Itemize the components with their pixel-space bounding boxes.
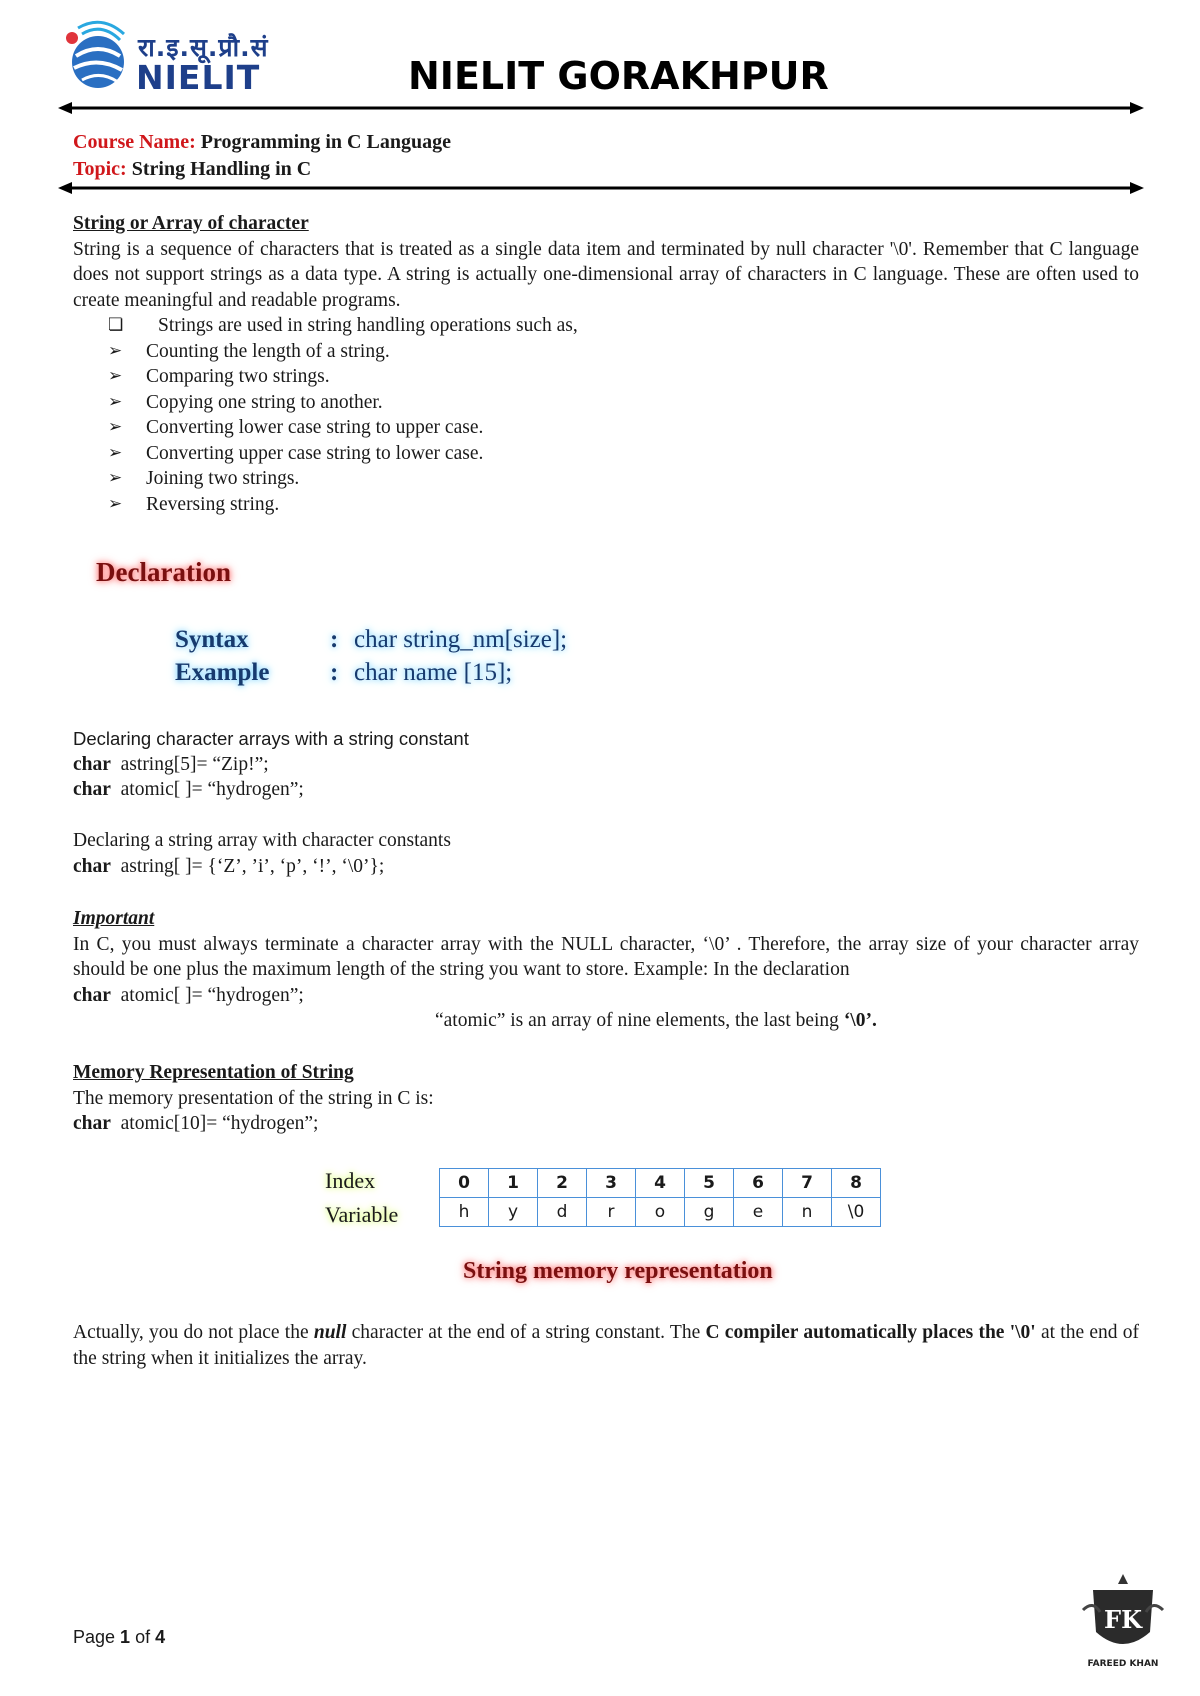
- code-line: char astring[ ]= {‘Z’, ’i’, ‘p’, ‘!’, ‘\0’};: [73, 855, 385, 877]
- list-item: ➢ Copying one string to another.: [108, 390, 578, 416]
- course-line: [73, 131, 451, 154]
- topic-label: Topic:: [73, 158, 127, 180]
- code-line: char atomic[ ]= “hydrogen”;: [73, 779, 304, 800]
- globe-icon: [62, 12, 142, 98]
- char-cell: y: [489, 1198, 538, 1227]
- header-divider: [58, 100, 1144, 116]
- closing-paragraph: Actually, you do not place the null character at the end of a string constant. The C compiler automatically places the '\0' at the end of the string when it initializes the array.: [73, 1322, 1139, 1369]
- code-line: char atomic[ ]= “hydrogen”;: [73, 984, 304, 1006]
- list-item: ➢ Counting the length of a string.: [108, 339, 578, 365]
- course-label: Course Name:: [73, 131, 196, 153]
- important-paragraph: In C, you must always terminate a character array with the NULL character, ‘\0’ . Therefore, the array size of your character array should be one plus the maximum length of the string you want to store. Example: In the declaration: [73, 933, 1139, 980]
- page-title: NIELIT GORAKHPUR: [408, 54, 829, 98]
- logo-wordmark: NIELIT: [136, 58, 261, 97]
- list-item: ➢ Joining two strings.: [108, 466, 578, 492]
- list-item: ➢ Comparing two strings.: [108, 364, 578, 390]
- index-cell: 8: [832, 1169, 881, 1198]
- char-cell: e: [734, 1198, 783, 1227]
- fk-letters: FK: [1104, 1605, 1142, 1634]
- operations-list: [108, 313, 578, 517]
- syntax-label: Syntax: [175, 626, 249, 653]
- example-value: char name [15];: [354, 659, 513, 686]
- course-value: Programming in C Language: [200, 131, 451, 153]
- variable-label: Variable: [325, 1202, 399, 1227]
- list-item: ➢ Converting lower case string to upper case.: [108, 415, 578, 441]
- arrow-bullet-icon: ➢: [108, 468, 123, 488]
- memory-heading: Memory Representation of String: [73, 1062, 354, 1083]
- code-line: char atomic[10]= “hydrogen”;: [73, 1113, 319, 1134]
- index-cell: 3: [587, 1169, 636, 1198]
- important-heading: Important: [73, 908, 155, 929]
- syntax-value: char string_nm[size];: [354, 626, 568, 653]
- fareed-khan-logo: [1078, 1570, 1168, 1670]
- index-cell: 7: [783, 1169, 832, 1198]
- index-cell: 5: [685, 1169, 734, 1198]
- logo-hindi-text: रा.इ.सू.प्रौ.सं: [138, 33, 269, 62]
- arrow-bullet-icon: ➢: [108, 340, 123, 361]
- char-cell: o: [636, 1198, 685, 1227]
- arrow-bullet-icon: ➢: [108, 366, 123, 386]
- arrays-section: [73, 726, 1139, 879]
- example-colon: :: [330, 659, 339, 686]
- intro-heading: String or Array of character: [73, 213, 309, 234]
- index-cell: 1: [489, 1169, 538, 1198]
- list-item: ➢ Reversing string.: [108, 492, 578, 518]
- index-cell: 2: [538, 1169, 587, 1198]
- list-intro: Strings are used in string handling operations such as,: [158, 315, 578, 336]
- memory-table: [439, 1168, 881, 1227]
- code-line: char astring[5]= “Zip!”;: [73, 753, 269, 775]
- important-section: [73, 906, 1139, 1034]
- topic-line: [73, 158, 311, 181]
- declaration-heading: Declaration: [96, 557, 231, 587]
- topic-value: String Handling in C: [131, 158, 312, 180]
- index-cell: 6: [734, 1169, 783, 1198]
- index-cell: 4: [636, 1169, 685, 1198]
- page-number: Page 1 of 4: [73, 1627, 166, 1647]
- index-row: [440, 1169, 881, 1198]
- syntax-colon: :: [330, 626, 339, 653]
- char-cell: g: [685, 1198, 734, 1227]
- arrow-bullet-icon: ➢: [108, 417, 123, 437]
- char-cell: r: [587, 1198, 636, 1227]
- arrow-bullet-icon: ➢: [108, 493, 123, 514]
- memory-intro: The memory presentation of the string in C is:: [73, 1087, 434, 1109]
- arrow-bullet-icon: ➢: [108, 442, 123, 463]
- variable-row: [440, 1198, 881, 1227]
- meta-divider: [58, 180, 1144, 196]
- fk-name: FAREED KHAN: [1087, 1659, 1159, 1669]
- const-intro: Declaring character arrays with a string constant: [73, 728, 469, 749]
- memory-caption: String memory representation: [463, 1258, 773, 1284]
- memory-section: [73, 1060, 1139, 1137]
- char-intro: Declaring a string array with character constants: [73, 830, 451, 851]
- index-label: Index: [325, 1168, 376, 1193]
- intro-paragraph: String is a sequence of characters that is treated as a single data item and terminated by null character '\0'. Remember that C language does not support strings as a data type. A string is actually one-dimensional array of characters in C language. These are often used to create meaningful and readable programs.: [73, 238, 1139, 311]
- arrow-bullet-icon: ➢: [108, 391, 123, 412]
- char-cell: n: [783, 1198, 832, 1227]
- char-cell: \0: [832, 1198, 881, 1227]
- intro-section: [73, 211, 1139, 313]
- checkbox-square-icon: ❏: [108, 315, 124, 335]
- char-cell: h: [440, 1198, 489, 1227]
- list-intro-row: [108, 313, 578, 339]
- important-note: “atomic” is an array of nine elements, the last being ‘\0’.: [435, 1010, 877, 1031]
- list-item: ➢ Converting upper case string to lower case.: [108, 441, 578, 467]
- index-cell: 0: [440, 1169, 489, 1198]
- example-label: Example: [175, 659, 270, 686]
- shield-crest-icon: [1078, 1570, 1168, 1670]
- char-cell: d: [538, 1198, 587, 1227]
